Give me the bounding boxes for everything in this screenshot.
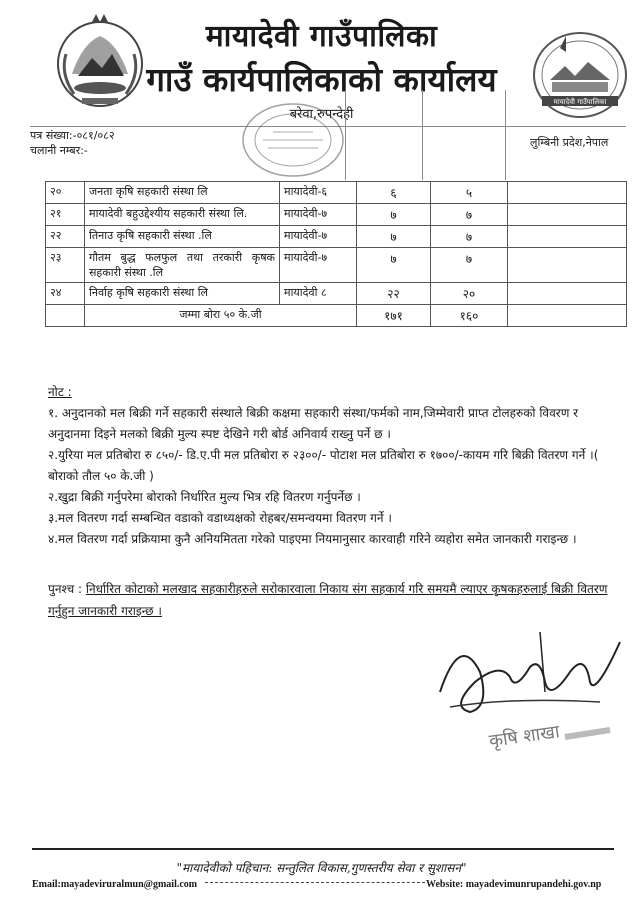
quantity-cell: ७ (357, 204, 431, 226)
letter-number: पत्र संख्या:-०८१/०८२ (30, 129, 115, 142)
serial-cell: २२ (46, 226, 85, 248)
notes-section (48, 382, 618, 550)
notes-title: नोट : (48, 385, 72, 399)
svg-text:कृषि शाखा: कृषि शाखा (487, 721, 561, 752)
ward-cell: मायादेवी-७ (280, 204, 357, 226)
blank-cell (508, 305, 627, 327)
office-title-line1: मायादेवी गाउँपालिका (205, 19, 438, 54)
serial-cell: २० (46, 182, 85, 204)
serial-cell: २४ (46, 283, 85, 305)
blank-cell (46, 305, 85, 327)
office-address: बरेवा,रुपन्देही (289, 107, 354, 122)
quantity-cell: ५ (431, 182, 508, 204)
footer-website: Website: mayadevimunrupandehi.gov.np (426, 879, 602, 890)
ghost-line (505, 90, 506, 180)
total-quantity-cell: १७१ (357, 305, 431, 327)
footer-divider (32, 848, 614, 850)
footer-dash (205, 882, 425, 883)
cooperative-name-cell: जनता कृषि सहकारी संस्था लि (85, 182, 280, 204)
cooperative-name-cell: मायादेवी बहुउद्देश्यीय सहकारी संस्था लि. (85, 204, 280, 226)
postscript-prefix: पुनश्च : (48, 582, 83, 596)
blank-cell (508, 283, 627, 305)
ghost-line (422, 90, 423, 180)
blank-cell (508, 226, 627, 248)
note-item: १. अनुदानको मल बिक्री गर्ने सहकारी संस्थाले बिक्री कक्षमा सहकारी संस्था/फर्मको नाम,जिम्मेवारी प्राप्त टोलहरुको विवरण र अनुदानमा दिइने मलको बिक्री मुल्य स्पष्ट देखिने गरी बोर्ड अनिवार्य राख्नु पर्ने छ । (48, 406, 579, 441)
total-label: जम्मा बोरा ५० के.जी (85, 305, 357, 327)
signature-icon (420, 612, 630, 762)
ward-cell: मायादेवी-७ (280, 226, 357, 248)
quantity-cell: ७ (357, 248, 431, 283)
table-row (46, 283, 627, 305)
blank-cell (508, 182, 627, 204)
ward-cell: मायादेवी ८ (280, 283, 357, 305)
table-row (46, 226, 627, 248)
office-title-line2: गाउँ कार्यपालिकाको कार्यालय (146, 60, 497, 99)
distribution-table (45, 181, 627, 327)
quantity-cell: ६ (357, 182, 431, 204)
cooperative-name-cell: निर्वाह कृषि सहकारी संस्था लि (85, 283, 280, 305)
note-item: ४.मल वितरण गर्दा प्रक्रियामा कुनै अनियमितता गरेको पाइएमा नियमानुसार कारवाही गरिने व्यहोरा समेत जानकारी गराइन्छ । (48, 532, 577, 546)
blank-cell (508, 204, 627, 226)
ward-cell: मायादेवी-७ (280, 248, 357, 283)
footer-motto: "मायादेवीको पहिचान: सन्तुलित विकास,गुणस्तरीय सेवा र सुशासन" (176, 861, 467, 875)
cooperative-name-cell: तिनाउ कृषि सहकारी संस्था .लि (85, 226, 280, 248)
table-row (46, 182, 627, 204)
note-item: ३.मल वितरण गर्दा सम्बन्धित वडाको वडाध्यक्षको रोहबर/समन्वयमा वितरण गर्ने । (48, 511, 392, 525)
quantity-cell: ७ (357, 226, 431, 248)
ward-cell: मायादेवी-६ (280, 182, 357, 204)
quantity-cell: ७ (431, 248, 508, 283)
table-row (46, 248, 627, 283)
note-item: २.खुद्रा बिक्री गर्नुपरेमा बोराको निर्धारित मुल्य भित्र रहि वितरण गर्नुपर्नेछ । (48, 490, 361, 504)
table-row (46, 204, 627, 226)
svg-text:मायादेवी गाउँपालिका: मायादेवी गाउँपालिका (553, 98, 607, 106)
quantity-cell: २२ (357, 283, 431, 305)
quantity-cell: ७ (431, 204, 508, 226)
serial-cell: २१ (46, 204, 85, 226)
total-row (46, 305, 627, 327)
quantity-cell: २० (431, 283, 508, 305)
quantity-cell: ७ (431, 226, 508, 248)
note-item: २.युरिया मल प्रतिबोरा रु ८५०/- डि.ए.पी मल प्रतिबोरा रु २३००/- पोटाश मल प्रतिबोरा रु १७००/-कायम गरि बिक्री वितरण गर्ने ।( बोराको तौल ५० के.जी ) (48, 448, 599, 483)
office-stamp-icon (238, 100, 348, 180)
dispatch-number: चलानी नम्बर:- (30, 144, 88, 157)
postscript-text: निर्धारित कोटाको मलखाद सहकारीहरुले सरोकारवाला निकाय संग सहकार्य गरि समयमै ल्याएर कृषकहरुलाई बिक्री वितरण गर्नुहुन जानकारी गराइन्छ । (48, 582, 608, 618)
total-quantity-cell: १६० (431, 305, 508, 327)
cooperative-name-cell: गौतम बुद्ध फलफुल तथा तरकारी कृषक सहकारी संस्था .लि (85, 248, 280, 283)
blank-cell (508, 248, 627, 283)
serial-cell: २३ (46, 248, 85, 283)
province-label: लुम्बिनी प्रदेश,नेपाल (530, 136, 609, 149)
footer-email: Email:mayadeviruralmun@gmail.com (32, 879, 198, 890)
